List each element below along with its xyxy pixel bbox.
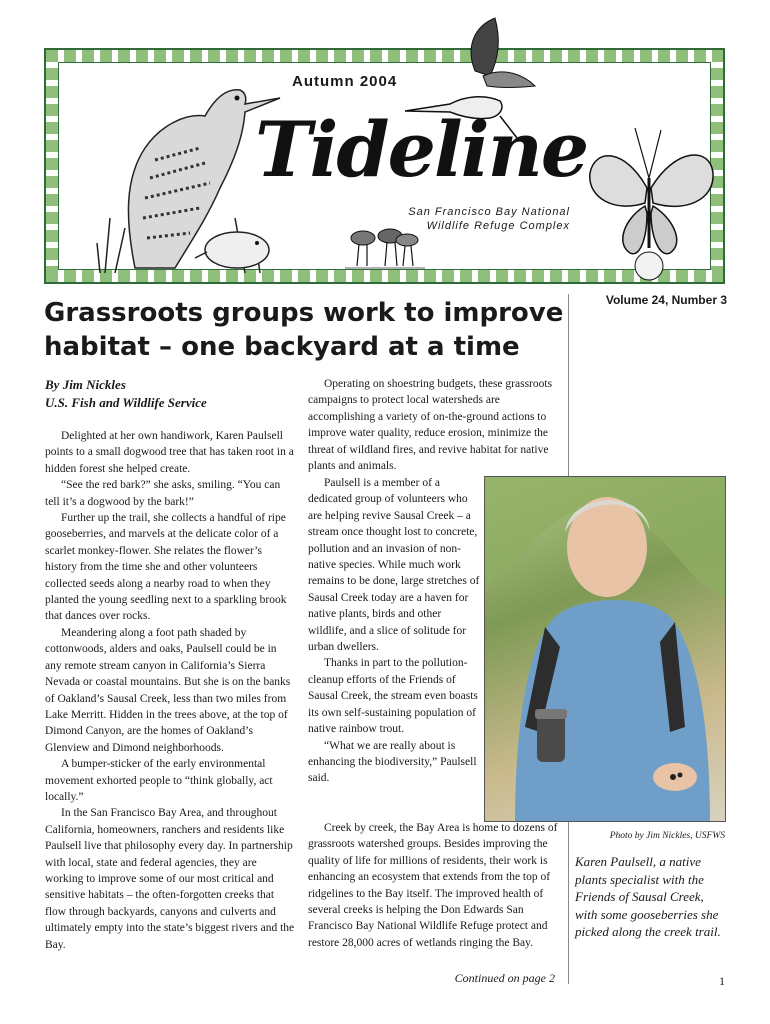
person-holding-cup-image (485, 477, 726, 822)
article-headline (44, 296, 564, 364)
headline-line-2: habitat – one backyard at a time (44, 332, 520, 362)
butterfly-illustration (585, 118, 715, 283)
paragraph: Thanks in part to the pollution-cleanup efforts of the Friends of Sausal Creek, the stream even boasts its own self-sustaining population of native rainbow trout. (308, 657, 478, 736)
newsletter-title: Tideline (255, 105, 588, 194)
photo-credit: Photo by Jim Nickles, USFWS (609, 831, 725, 841)
byline-organization: U.S. Fish and Wildlife Service (45, 395, 207, 410)
paragraph: In the San Francisco Bay Area, and throughout California, homeowners, ranchers and residents like Paulsell live that philosophy every day. In partnership with local, state and federal agencies, they are working to improve some of our most critical and sensitive habitats – the often-forgotten creeks that flow through backyards, canyons and culverts and ultimately empty into the state’s biggest rivers and the Bay. (45, 807, 295, 951)
issue-season: Autumn 2004 (292, 73, 398, 90)
page-number: 1 (719, 974, 725, 988)
article-column-1 (45, 428, 295, 953)
paragraph: Paulsell is a member of a dedicated group of volunteers who are helping revive Sausal Creek – a stream once thought lost to concrete, pollution and an invasion of non-native species. While much work remains to be done, large stretches of Sausal Creek today are a haven for native plants, birds and other wildlife, and a slice of solitude for urban dwellers. (308, 477, 480, 654)
article-column-2-narrow (308, 475, 480, 787)
byline (45, 376, 295, 412)
paragraph: Operating on shoestring budgets, these grassroots campaigns to protect local watersheds are accomplishing a variety of on-the-ground actions to improve water quality, reduce erosion, minimize the threat of wildland fires, and revive habitat for native plants and animals. (308, 378, 553, 473)
paragraph: A bumper-sticker of the early environmental movement exhorted people to “think globally, act locally.” (45, 758, 273, 803)
byline-author: By Jim Nickles (45, 377, 126, 392)
refuge-name-line-1: San Francisco Bay National (408, 206, 570, 218)
refuge-name-line-2: Wildlife Refuge Complex (426, 220, 570, 232)
paragraph: Meandering along a foot path shaded by cottonwoods, alders and oaks, Paulsell could be in any remote stream canyon in California’s Sierra Nevada or coastal mountains. But she is on the banks of Oakland’s Sausal Creek, less than two miles from Lake Merritt. Hidden in the trees above, at the top of Dimond Canyon, are the homes of Oakland’s Glenview and Dimond neighborhoods. (45, 626, 291, 754)
continued-link[interactable]: Continued on page 2 (454, 971, 555, 985)
headline-line-1: Grassroots groups work to improve (44, 298, 564, 328)
paragraph: Creek by creek, the Bay Area is home to dozens of grassroots watershed groups. Besides improving the quality of life for millions of residents, their work is enhancing an ecosystem that extends from the top of ridgelines to the Bay itself. The improved health of several creeks is helping the Don Edwards San Francisco Bay National Wildlife Refuge protect and restore 28,000 acres of wetlands ringing the Bay. (308, 822, 558, 949)
refuge-name (398, 205, 570, 233)
paragraph: Further up the trail, she collects a handful of ripe gooseberries, and marvels at the delicate color of a scarlet monkey-flower. She relates the flower’s history from the time she and other volunteers collected seeds along a nearby road to when they planted the young seedling next to a sparkling brook that dances over rocks. (45, 512, 287, 623)
article-column-2-top (308, 376, 560, 474)
karen-paulsell-photo (484, 476, 726, 822)
paragraph: Delighted at her own handiwork, Karen Paulsell points to a small dogwood tree that has taken root in a hidden forest she helped create. (45, 430, 294, 475)
paragraph: “See the red bark?” she asks, smiling. “You can tell it’s a dogwood by the bark!” (45, 479, 281, 508)
paragraph: “What we are really about is enhancing the biodiversity,” Paulsell said. (308, 739, 477, 785)
article-column-2-bottom (308, 820, 560, 951)
volume-number: Volume 24, Number 3 (605, 293, 727, 307)
photo-caption: Karen Paulsell, a native plants specialist with the Friends of Sausal Creek, with some gooseberries she picked along the creek trail. (575, 854, 721, 939)
